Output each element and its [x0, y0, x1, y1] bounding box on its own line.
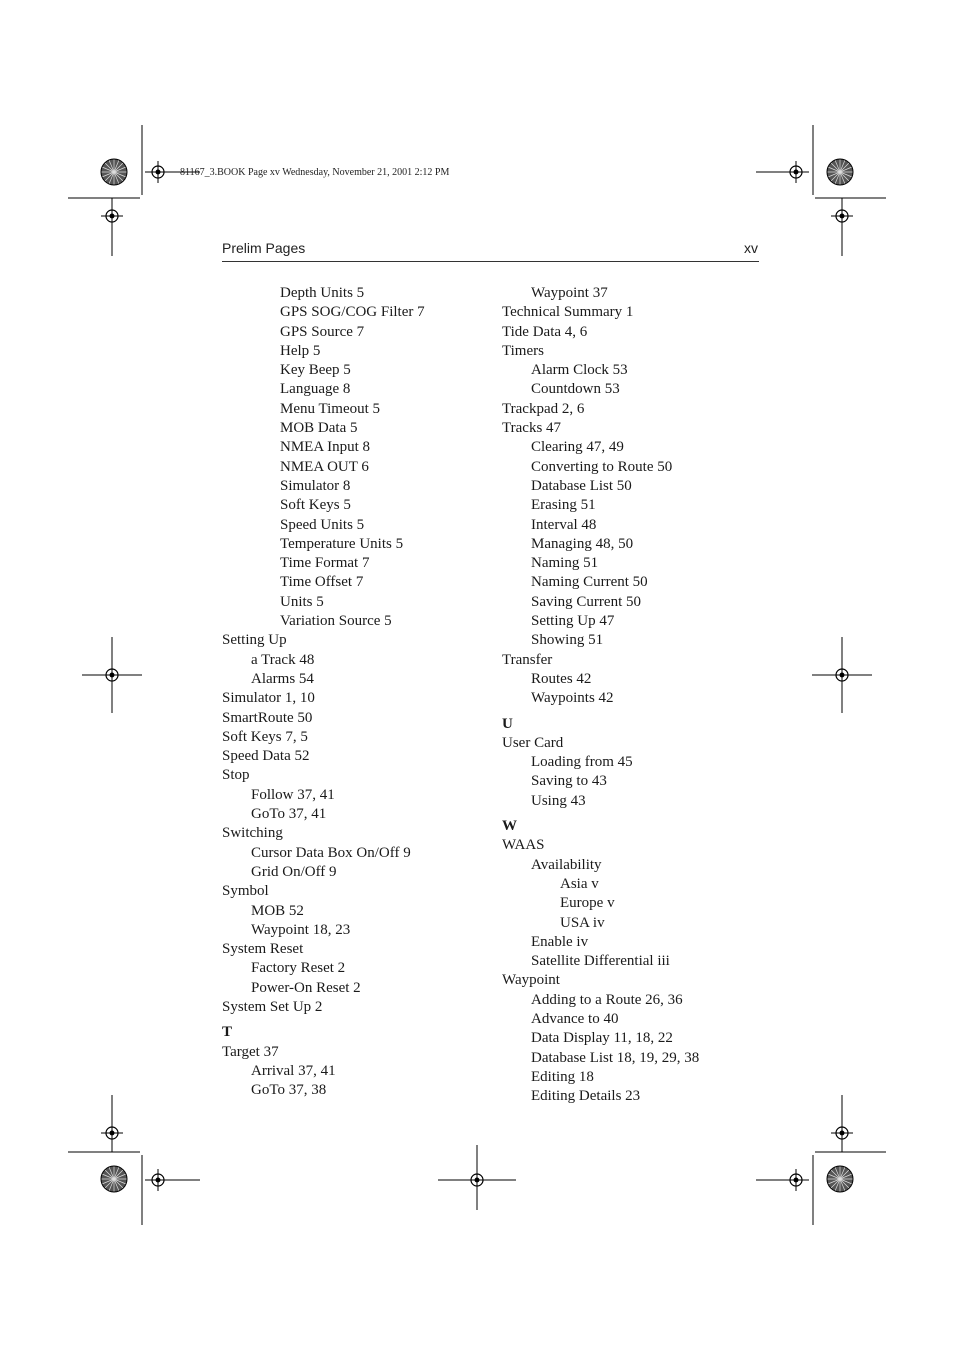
- index-section-letter: W: [502, 818, 517, 835]
- index-entry: Time Format 7: [280, 555, 370, 572]
- index-entry: Arrival 37, 41: [251, 1062, 336, 1079]
- index-entry: GoTo 37, 41: [251, 806, 327, 823]
- index-entry: SmartRoute 50: [222, 709, 313, 726]
- index-entry: Factory Reset 2: [251, 960, 346, 977]
- index-entry: Time Offset 7: [280, 574, 364, 591]
- running-header-page-number: xv: [744, 240, 758, 256]
- index-entry: Simulator 8: [280, 477, 351, 494]
- index-entry: Alarm Clock 53: [531, 362, 628, 379]
- index-entry: Asia v: [560, 875, 599, 892]
- index-entry: Depth Units 5: [280, 285, 365, 301]
- index-entry: MOB 52: [251, 902, 304, 919]
- index-entry: Cursor Data Box On/Off 9: [251, 844, 411, 861]
- print-slug: 81167_3.BOOK Page xv Wednesday, November 21, 2001 2:12 PM: [180, 167, 450, 178]
- index-entry: Speed Units 5: [280, 516, 365, 533]
- index-entry: System Reset: [222, 941, 304, 958]
- index-entry: Waypoint 18, 23: [251, 921, 351, 938]
- index-entry: Technical Summary 1: [502, 304, 634, 321]
- index-entry: Editing Details 23: [531, 1088, 641, 1105]
- index-entry: Key Beep 5: [280, 362, 351, 379]
- index-entry: Waypoint 37: [531, 285, 608, 301]
- index-entry: Follow 37, 41: [251, 786, 335, 803]
- index-entry: Simulator 1, 10: [222, 690, 315, 707]
- index-entry: Naming 51: [531, 555, 599, 572]
- index-entry: Setting Up 47: [531, 613, 615, 630]
- index-entry: Symbol: [222, 883, 269, 900]
- index-entry: Editing 18: [531, 1068, 594, 1085]
- index-entry: System Set Up 2: [222, 998, 323, 1015]
- index-entry: NMEA OUT 6: [280, 458, 369, 475]
- index-entry: Soft Keys 7, 5: [222, 728, 308, 745]
- index-section-letter: U: [502, 715, 513, 732]
- index-entry: MOB Data 5: [280, 420, 358, 437]
- index-entry: User Card: [502, 734, 564, 751]
- index-entry: Advance to 40: [531, 1010, 619, 1027]
- index-entry: Variation Source 5: [280, 613, 392, 630]
- index-entry: Transfer: [502, 651, 553, 668]
- index-entry: Adding to a Route 26, 36: [531, 991, 683, 1008]
- index-entry: USA iv: [560, 914, 605, 931]
- index-entry: GPS Source 7: [280, 323, 365, 340]
- index-entry: Stop: [222, 767, 250, 784]
- index-entry: Database List 18, 19, 29, 38: [531, 1049, 700, 1066]
- index-entry: Routes 42: [531, 670, 592, 687]
- index-entry: WAAS: [502, 837, 545, 854]
- index-entry: Menu Timeout 5: [280, 400, 381, 417]
- index-entry: Erasing 51: [531, 497, 596, 514]
- index-entry: Managing 48, 50: [531, 535, 634, 552]
- index-entry: Temperature Units 5: [280, 535, 404, 552]
- index-entry: Database List 50: [531, 477, 632, 494]
- index-entry: Switching: [222, 825, 283, 842]
- index-entry: Soft Keys 5: [280, 497, 351, 514]
- index-entry: Waypoint: [502, 972, 560, 989]
- index-column-right: [502, 284, 782, 1106]
- index-entry: Countdown 53: [531, 381, 620, 398]
- index-entry: GPS SOG/COG Filter 7: [280, 304, 425, 321]
- index-entry: Setting Up: [222, 632, 287, 649]
- index-column-left: [222, 284, 482, 1100]
- index-entry: Target 37: [222, 1043, 279, 1060]
- index-entry: Waypoints 42: [531, 690, 614, 707]
- index-entry: Saving to 43: [531, 773, 607, 790]
- header-rule: [222, 261, 759, 262]
- index-entry: a Track 48: [251, 651, 315, 668]
- index-entry: Tracks 47: [502, 420, 562, 437]
- index-entry: Units 5: [280, 593, 324, 610]
- index-entry: Converting to Route 50: [531, 458, 673, 475]
- index-entry: NMEA Input 8: [280, 439, 370, 456]
- index-entry: Language 8: [280, 381, 351, 398]
- index-entry: Speed Data 52: [222, 748, 310, 765]
- index-entry: Europe v: [560, 895, 615, 912]
- index-entry: GoTo 37, 38: [251, 1082, 327, 1099]
- index-entry: Naming Current 50: [531, 574, 648, 591]
- index-entry: Clearing 47, 49: [531, 439, 624, 456]
- index-entry: Showing 51: [531, 632, 604, 649]
- index-entry: Power-On Reset 2: [251, 979, 361, 996]
- index-entry: Loading from 45: [531, 754, 633, 771]
- index-section-letter: T: [222, 1024, 233, 1041]
- index-entry: Interval 48: [531, 516, 597, 533]
- index-entry: Data Display 11, 18, 22: [531, 1030, 673, 1047]
- index-entry: Alarms 54: [251, 670, 314, 687]
- index-entry: Using 43: [531, 792, 586, 809]
- index-entry: Saving Current 50: [531, 593, 641, 610]
- index-entry: Trackpad 2, 6: [502, 400, 585, 417]
- running-header-section: Prelim Pages: [222, 240, 306, 256]
- index-entry: Satellite Differential iii: [531, 953, 670, 970]
- index-entry: Grid On/Off 9: [251, 863, 337, 880]
- index-entry: Help 5: [280, 342, 321, 359]
- index-entry: Enable iv: [531, 933, 589, 950]
- index-entry: Timers: [502, 342, 544, 359]
- index-entry: Availability: [531, 856, 602, 873]
- index-entry: Tide Data 4, 6: [502, 323, 588, 340]
